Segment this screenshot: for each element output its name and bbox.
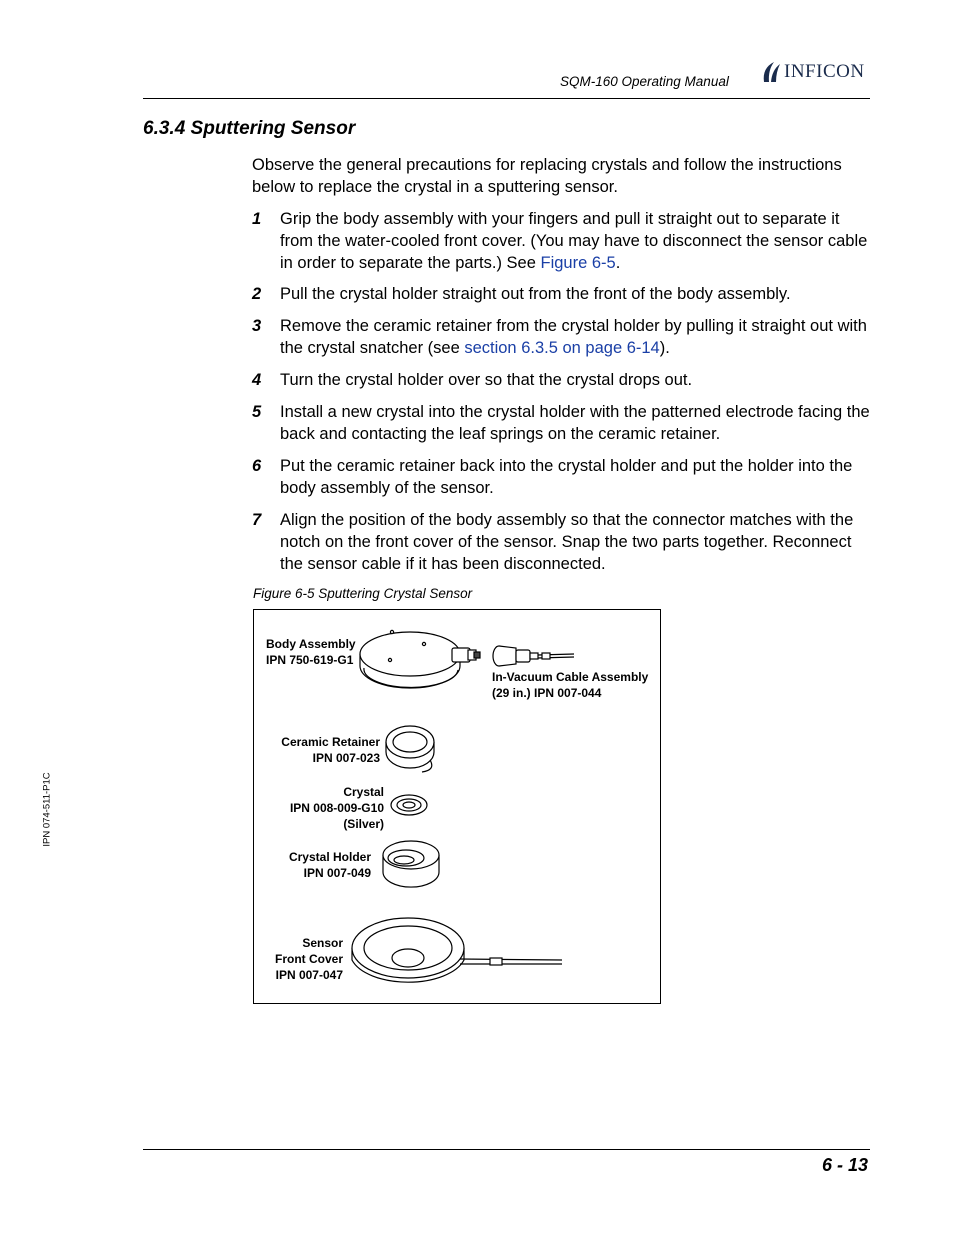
step-text: Align the position of the body assembly so that the connector matches with the notch on the front cover of the sensor. Snap the two parts together. Reconnect the sensor cable if it has been disconnected. [280, 511, 854, 573]
label-ceramic-retainer: Ceramic Retainer IPN 007-023 [281, 735, 380, 765]
figure-link[interactable]: Figure 6-5 [540, 254, 616, 272]
header-rule [143, 98, 870, 99]
label-front-cover: Sensor Front Cover IPN 007-047 [274, 936, 343, 982]
step-number: 4 [252, 371, 262, 389]
crystal-holder-drawing [383, 841, 439, 887]
step-text: Turn the crystal holder over so that the crystal drops out. [280, 371, 693, 389]
step-text: Grip the body assembly with your fingers and pull it straight out to separate it from the water-cooled front cover. (You may have to disconnect the sensor cable in order to separate the parts.) See Figure 6-5. [280, 210, 868, 272]
step-number: 7 [252, 511, 262, 529]
footer-rule [143, 1149, 870, 1150]
body-assembly-drawing [360, 630, 480, 688]
label-cable-assembly: In-Vacuum Cable Assembly (29 in.) IPN 007-044 [492, 670, 649, 700]
intro-paragraph: Observe the general precautions for replacing crystals and follow the instructions below to replace the crystal in a sputtering sensor. [252, 156, 842, 196]
step-number: 1 [252, 210, 262, 228]
cable-assembly-drawing [493, 646, 574, 666]
section-heading: 6.3.4 Sputtering Sensor [143, 118, 356, 139]
front-cover-drawing [352, 918, 562, 982]
document-ipn: IPN 074-511-P1C [41, 772, 53, 847]
section-link[interactable]: section 6.3.5 on page 6-14 [464, 339, 660, 357]
label-crystal: Crystal IPN 008-009-G10 (Silver) [289, 785, 384, 831]
label-body-assembly: Body Assembly IPN 750-619-G1 [266, 637, 356, 667]
inficon-logo-icon [760, 58, 784, 86]
step-number: 5 [252, 403, 262, 421]
ceramic-retainer-drawing [386, 726, 434, 772]
manual-title: SQM-160 Operating Manual [560, 74, 729, 89]
label-crystal-holder: Crystal Holder IPN 007-049 [288, 850, 371, 880]
step-text: Remove the ceramic retainer from the crystal holder by pulling it straight out with the crystal snatcher (see section 6.3.5 on page 6-14). [280, 317, 867, 357]
step-number: 3 [252, 317, 262, 335]
page-number: 6 - 13 [821, 1155, 868, 1175]
step-text: Install a new crystal into the crystal holder with the patterned electrode facing the back and contacting the leaf springs on the ceramic retainer. [280, 403, 870, 443]
step-text: Pull the crystal holder straight out from the front of the body assembly. [280, 285, 791, 303]
step-text: Put the ceramic retainer back into the crystal holder and put the holder into the body assembly of the sensor. [280, 457, 853, 497]
logo-wordmark: INFICON [784, 61, 865, 82]
inficon-logo [760, 58, 875, 86]
figure-caption: Figure 6-5 Sputtering Crystal Sensor [253, 586, 473, 601]
figure-frame [253, 609, 661, 1004]
crystal-drawing [391, 795, 427, 815]
step-number: 6 [252, 457, 262, 475]
step-number: 2 [252, 285, 262, 303]
